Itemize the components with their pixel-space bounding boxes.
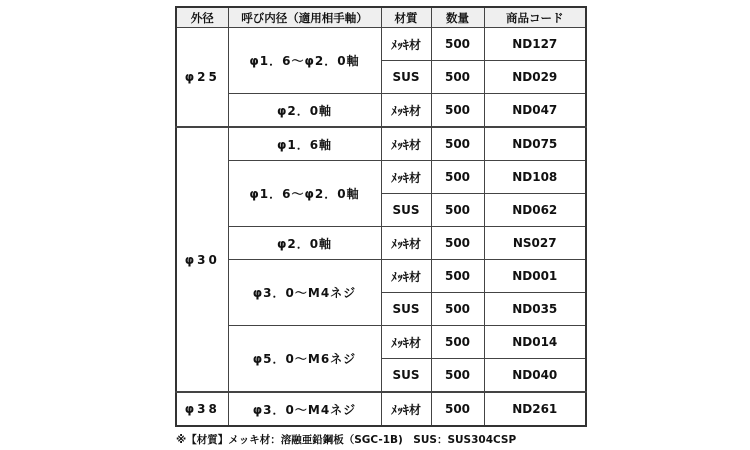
material-cell: SUS bbox=[381, 61, 431, 94]
product-code-cell: ND047 bbox=[484, 94, 586, 128]
quantity-cell: 500 bbox=[431, 61, 484, 94]
table-row bbox=[176, 161, 586, 194]
quantity-cell: 500 bbox=[431, 94, 484, 128]
quantity-cell: 500 bbox=[431, 359, 484, 393]
product-code-cell: ND029 bbox=[484, 61, 586, 94]
quantity-cell: 500 bbox=[431, 127, 484, 161]
table-row bbox=[176, 392, 586, 426]
nominal-inner-cell: φ1．6～φ2．0軸 bbox=[228, 161, 381, 227]
quantity-cell: 500 bbox=[431, 28, 484, 61]
product-code-cell: ND108 bbox=[484, 161, 586, 194]
nominal-inner-cell: φ3．0～M4ネジ bbox=[228, 392, 381, 426]
material-cell: ﾒｯｷ材 bbox=[381, 392, 431, 426]
table-row bbox=[176, 94, 586, 128]
material-cell: ﾒｯｷ材 bbox=[381, 28, 431, 61]
table-row bbox=[176, 260, 586, 293]
quantity-cell: 500 bbox=[431, 293, 484, 326]
material-cell: ﾒｯｷ材 bbox=[381, 161, 431, 194]
product-code-cell: ND127 bbox=[484, 28, 586, 61]
quantity-cell: 500 bbox=[431, 194, 484, 227]
material-cell: SUS bbox=[381, 359, 431, 393]
product-code-cell: ND261 bbox=[484, 392, 586, 426]
nominal-inner-cell: φ1．6軸 bbox=[228, 127, 381, 161]
table-body bbox=[176, 28, 586, 427]
quantity-cell: 500 bbox=[431, 392, 484, 426]
table-row bbox=[176, 127, 586, 161]
product-code-cell: ND075 bbox=[484, 127, 586, 161]
header-material: 材質 bbox=[381, 7, 431, 28]
nominal-inner-cell: φ2．0軸 bbox=[228, 94, 381, 128]
nominal-inner-cell: φ2．0軸 bbox=[228, 227, 381, 260]
material-cell: SUS bbox=[381, 194, 431, 227]
table-row bbox=[176, 227, 586, 260]
material-cell: ﾒｯｷ材 bbox=[381, 127, 431, 161]
product-spec-table bbox=[175, 6, 587, 427]
quantity-cell: 500 bbox=[431, 161, 484, 194]
outer-diameter-cell: φ38 bbox=[176, 392, 228, 426]
table-header-row bbox=[176, 7, 586, 28]
material-cell: ﾒｯｷ材 bbox=[381, 227, 431, 260]
header-nominal-inner: 呼び内径（適用相手軸） bbox=[228, 7, 381, 28]
material-cell: ﾒｯｷ材 bbox=[381, 326, 431, 359]
material-cell: ﾒｯｷ材 bbox=[381, 94, 431, 128]
nominal-inner-cell: φ5．0～M6ネジ bbox=[228, 326, 381, 393]
table-row bbox=[176, 326, 586, 359]
product-code-cell: ND040 bbox=[484, 359, 586, 393]
outer-diameter-cell: φ25 bbox=[176, 28, 228, 128]
quantity-cell: 500 bbox=[431, 227, 484, 260]
product-code-cell: NS027 bbox=[484, 227, 586, 260]
quantity-cell: 500 bbox=[431, 260, 484, 293]
nominal-inner-cell: φ1．6～φ2．0軸 bbox=[228, 28, 381, 94]
material-cell: ﾒｯｷ材 bbox=[381, 260, 431, 293]
header-outer-diameter: 外径 bbox=[176, 7, 228, 28]
outer-diameter-cell: φ30 bbox=[176, 127, 228, 392]
header-quantity: 数量 bbox=[431, 7, 484, 28]
product-code-cell: ND014 bbox=[484, 326, 586, 359]
product-code-cell: ND035 bbox=[484, 293, 586, 326]
quantity-cell: 500 bbox=[431, 326, 484, 359]
table-row bbox=[176, 28, 586, 61]
nominal-inner-cell: φ3．0～M4ネジ bbox=[228, 260, 381, 326]
product-code-cell: ND062 bbox=[484, 194, 586, 227]
product-code-cell: ND001 bbox=[484, 260, 586, 293]
header-product-code: 商品コード bbox=[484, 7, 586, 28]
material-footnote: ※【材質】メッキ材：溶融亜鉛鋼板（SGC-1B) SUS：SUS304CSP bbox=[176, 434, 517, 446]
material-cell: SUS bbox=[381, 293, 431, 326]
